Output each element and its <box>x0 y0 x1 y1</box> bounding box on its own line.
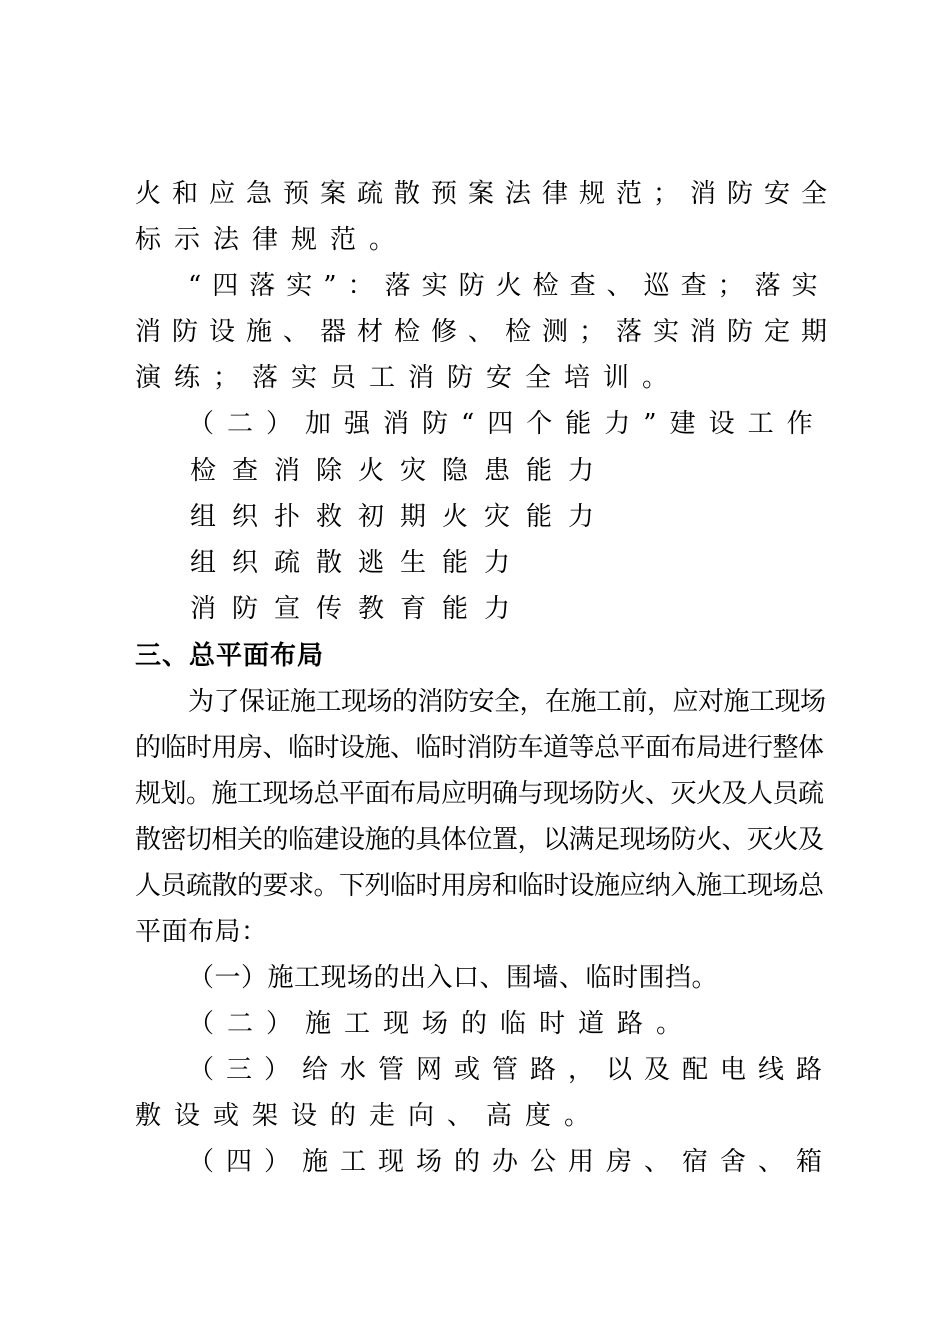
text-line: 的临时用房、临时设施、临时消防车道等总平面布局进行整体 <box>135 733 824 763</box>
text-line: 人员疏散的要求。下列临时用房和临时设施应纳入施工现场总 <box>135 871 824 901</box>
text-line: （一）施工现场的出入口、围墙、临时围挡。 <box>188 963 719 993</box>
text-line: 检查消除火灾隐患能力 <box>190 456 611 486</box>
text-line: 火和应急预案疏散预案法律规范；消防安全 <box>135 179 839 209</box>
text-line: 敷设或架设的走向、高度。 <box>135 1101 604 1131</box>
text-line: （四）施工现场的办公用房、宿舍、箱 <box>188 1147 835 1177</box>
text-line: 平面布局： <box>135 917 268 947</box>
text-line: 消防设施、器材检修、检测；落实消防定期 <box>135 317 839 347</box>
text-line: （三）给水管网或管路，以及配电线路 <box>188 1055 835 1085</box>
text-line: 散密切相关的临建设施的具体位置，以满足现场防火、灭火及 <box>135 825 824 855</box>
text-line: 为了保证施工现场的消防安全，在施工前，应对施工现场 <box>188 687 826 717</box>
text-line: 标示法律规范。 <box>135 225 409 255</box>
text-line: 消防宣传教育能力 <box>190 594 527 624</box>
text-line: （二）加强消防“四个能力”建设工作 <box>188 409 826 439</box>
text-line: 演练；落实员工消防安全培训。 <box>135 363 682 393</box>
text-line: （二）施工现场的临时道路。 <box>188 1009 696 1039</box>
text-line: 组织扑救初期火灾能力 <box>190 502 611 532</box>
text-line: “四落实”：落实防火检查、巡查；落实 <box>188 271 829 301</box>
section-heading: 三、总平面布局 <box>135 641 325 671</box>
text-line: 组织疏散逃生能力 <box>190 548 527 578</box>
text-line: 规划。施工现场总平面布局应明确与现场防火、灭火及人员疏 <box>135 779 824 809</box>
